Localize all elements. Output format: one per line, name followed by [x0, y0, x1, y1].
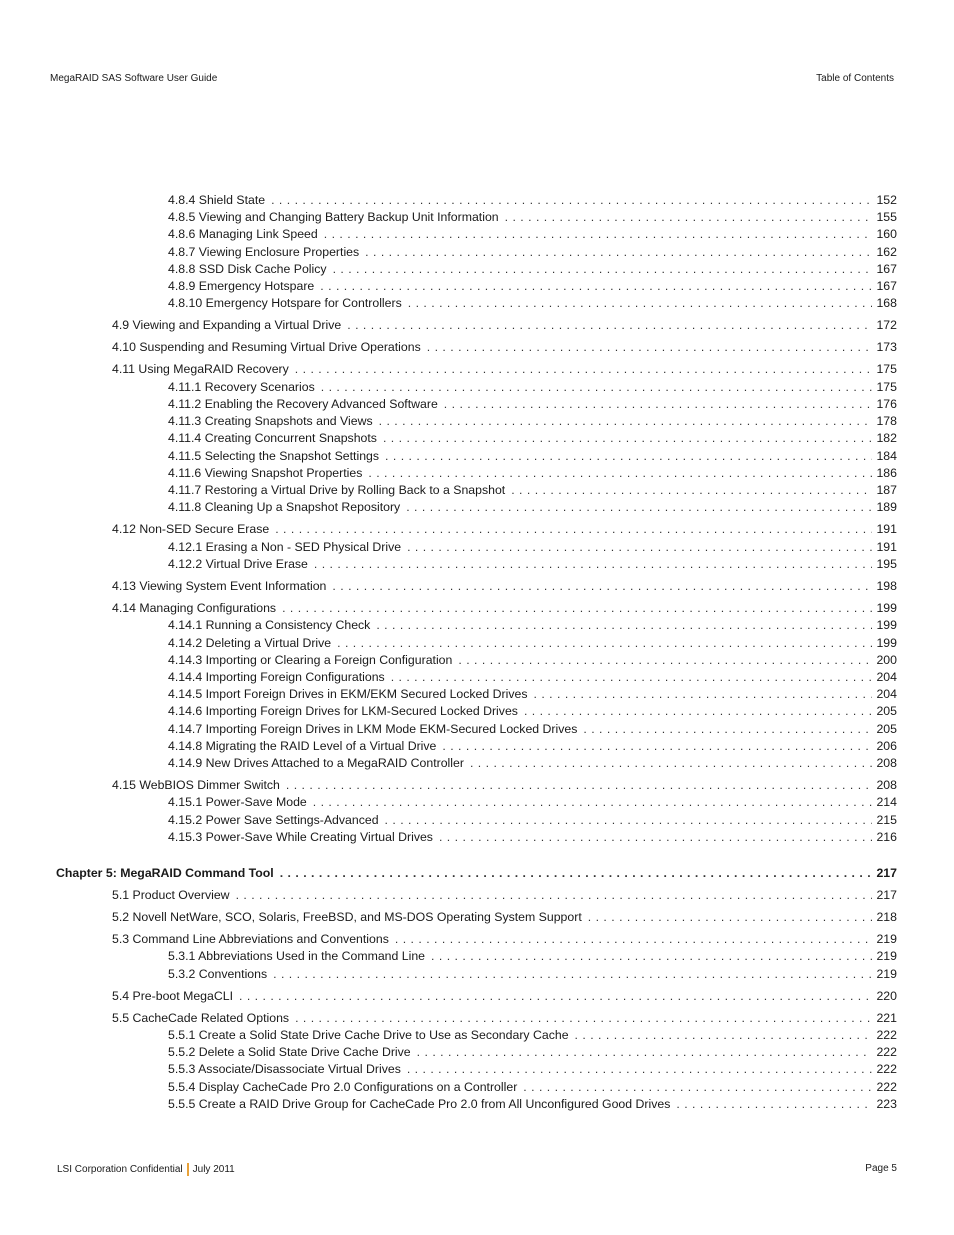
toc-entry-page: 220	[876, 988, 897, 1003]
toc-entry[interactable]	[168, 949, 897, 964]
toc-entry[interactable]	[112, 910, 897, 925]
toc-entry[interactable]	[112, 932, 897, 947]
toc-leader-dots	[458, 653, 872, 668]
page-header-left: MegaRAID SAS Software User Guide	[50, 73, 218, 84]
toc-entry-page: 217	[876, 865, 897, 880]
toc-leader-dots	[383, 431, 873, 446]
toc-entry-title: Chapter 5: MegaRAID Command Tool	[56, 865, 274, 880]
toc-leader-dots	[379, 414, 873, 429]
toc-entry-page: 219	[876, 966, 897, 981]
toc-entry-title: 4.14.3 Importing or Clearing a Foreign Configuration	[168, 652, 453, 667]
toc-leader-dots	[417, 1045, 873, 1060]
toc-leader-dots	[391, 670, 873, 685]
toc-entry-title: 4.8.10 Emergency Hotspare for Controllers	[168, 296, 402, 311]
toc-entry-title: 4.8.7 Viewing Enclosure Properties	[168, 244, 360, 259]
toc-entry-page: 155	[876, 210, 897, 225]
toc-leader-dots	[588, 910, 873, 925]
toc-entry-title: 4.14.4 Importing Foreign Configurations	[168, 669, 385, 684]
toc-leader-dots	[407, 540, 872, 555]
toc-entry-page: 200	[876, 652, 897, 667]
toc-leader-dots	[395, 932, 873, 947]
toc-leader-dots	[376, 618, 872, 633]
toc-entry-page: 173	[876, 340, 897, 355]
toc-entry-page: 204	[876, 669, 897, 684]
footer-company: LSI Corporation Confidential	[57, 1164, 183, 1175]
toc-leader-dots	[271, 193, 872, 208]
toc-entry[interactable]	[168, 1062, 897, 1077]
toc-entry-title: 4.14.2 Deleting a Virtual Drive	[168, 635, 332, 650]
toc-entry-page: 162	[876, 244, 897, 259]
toc-entry-page: 219	[876, 931, 897, 946]
toc-entry-title: 5.5.1 Create a Solid State Drive Cache Drive to Use as Secondary Cache	[168, 1028, 569, 1042]
toc-entry[interactable]	[168, 245, 897, 260]
toc-leader-dots	[534, 687, 873, 702]
toc-leader-dots	[321, 380, 873, 395]
toc-entry-page: 204	[876, 687, 897, 702]
toc-entry[interactable]	[168, 279, 897, 294]
toc-leader-dots	[511, 483, 872, 498]
toc-entry-title: 5.3.2 Conventions	[168, 966, 268, 981]
toc-entry-page: 176	[876, 396, 897, 411]
toc-entry-page: 222	[876, 1062, 897, 1077]
toc-entry[interactable]	[168, 756, 897, 771]
toc-leader-dots	[442, 739, 872, 754]
toc-entry-title: 4.14.1 Running a Consistency Check	[168, 618, 371, 633]
toc-entry-title: 5.2 Novell NetWare, SCO, Solaris, FreeBSD, and MS-DOS Operating System Support	[112, 909, 582, 924]
toc-entry-page: 222	[876, 1079, 897, 1094]
toc-entry-title: 4.11.4 Creating Concurrent Snapshots	[168, 431, 377, 446]
toc-entry-page: 186	[876, 465, 897, 480]
toc-entry[interactable]	[168, 193, 897, 208]
toc-entry-title: 5.3 Command Line Abbreviations and Conventions	[112, 931, 389, 946]
toc-entry-page: 187	[876, 482, 897, 497]
toc-leader-dots	[385, 449, 872, 464]
toc-entry-page: 215	[876, 812, 897, 827]
toc-entry-title: 4.12.2 Virtual Drive Erase	[168, 556, 308, 571]
toc-entry-title: 4.11.8 Cleaning Up a Snapshot Repository	[168, 500, 401, 515]
toc-leader-dots	[320, 279, 872, 294]
toc-entry-title: 4.8.4 Shield State	[168, 193, 266, 207]
toc-entry-page: 208	[876, 755, 897, 770]
toc-entry-title: 4.14 Managing Configurations	[112, 600, 277, 615]
toc-entry-page: 205	[876, 721, 897, 736]
toc-entry-page: 205	[876, 704, 897, 719]
toc-entry-page: 222	[876, 1028, 897, 1042]
toc-entry-title: 4.14.9 New Drives Attached to a MegaRAID Controller	[168, 755, 464, 770]
toc-entry-title: 5.5.5 Create a RAID Drive Group for CacheCade Pro 2.0 from All Unconfigured Good Drives	[168, 1096, 671, 1111]
toc-entry[interactable]	[168, 1028, 897, 1043]
toc-entry[interactable]	[168, 618, 897, 633]
toc-entry[interactable]	[168, 449, 897, 464]
toc-leader-dots	[439, 830, 873, 845]
toc-entry-title: 4.13 Viewing System Event Information	[112, 578, 327, 593]
toc-entry[interactable]	[168, 227, 897, 242]
toc-entry-title: 4.10 Suspending and Resuming Virtual Drive Operations	[112, 340, 421, 355]
toc-entry-title: 4.11 Using MegaRAID Recovery	[112, 362, 289, 377]
toc-entry-title: 4.14.6 Importing Foreign Drives for LKM-Secured Locked Drives	[168, 704, 518, 719]
toc-leader-dots	[333, 262, 873, 277]
toc-entry[interactable]	[168, 1045, 897, 1060]
toc-entry[interactable]	[168, 296, 897, 311]
toc-entry-title: 5.3.1 Abbreviations Used in the Command Line	[168, 949, 426, 964]
toc-entry-title: 4.12 Non-SED Secure Erase	[112, 522, 270, 537]
toc-entry-page: 218	[876, 909, 897, 924]
toc-entry[interactable]	[112, 989, 897, 1004]
toc-entry[interactable]	[168, 1097, 897, 1112]
toc-entry[interactable]	[168, 722, 897, 737]
toc-entry-page: 172	[876, 318, 897, 333]
toc-entry-page: 191	[876, 539, 897, 554]
toc-entry[interactable]	[112, 778, 897, 793]
toc-entry-title: 5.1 Product Overview	[112, 887, 230, 902]
toc-entry-page: 199	[876, 618, 897, 633]
toc-entry[interactable]	[112, 318, 897, 333]
toc-entry[interactable]	[112, 579, 897, 594]
toc-entry[interactable]	[112, 601, 897, 616]
toc-leader-dots	[239, 989, 872, 1004]
toc-entry[interactable]	[168, 813, 897, 828]
toc-entry-title: 4.11.2 Enabling the Recovery Advanced Software	[168, 396, 438, 411]
toc-entry[interactable]	[168, 540, 897, 555]
toc-entry-title: 5.5.2 Delete a Solid State Drive Cache Drive	[168, 1045, 411, 1060]
toc-entry-page: 178	[876, 414, 897, 429]
toc-entry-page: 198	[876, 578, 897, 593]
toc-leader-dots	[324, 227, 873, 242]
toc-entry-page: 184	[876, 448, 897, 463]
toc-entry[interactable]	[168, 739, 897, 754]
toc-leader-dots	[406, 500, 872, 515]
toc-entry[interactable]	[168, 210, 897, 225]
toc-entry-page: 221	[876, 1010, 897, 1025]
toc-leader-dots	[275, 522, 872, 537]
toc-leader-dots	[347, 318, 872, 333]
toc-entry-page: 199	[876, 600, 897, 615]
toc-entry-page: 222	[876, 1045, 897, 1060]
toc-entry-title: 4.8.9 Emergency Hotspare	[168, 279, 315, 293]
toc-leader-dots	[444, 397, 873, 412]
toc-leader-dots	[332, 579, 872, 594]
toc-entry[interactable]	[168, 687, 897, 702]
toc-entry-title: 4.11.5 Selecting the Snapshot Settings	[168, 448, 380, 463]
toc-entry[interactable]	[168, 262, 897, 277]
toc-entry-title: 5.5 CacheCade Related Options	[112, 1010, 290, 1025]
toc-entry[interactable]	[168, 431, 897, 446]
toc-leader-dots	[295, 362, 873, 377]
toc-entry-page: 206	[876, 738, 897, 753]
toc-entry-page: 216	[876, 829, 897, 844]
toc-entry-page: 167	[876, 261, 897, 276]
toc-leader-dots	[286, 778, 873, 793]
toc-entry[interactable]	[168, 636, 897, 651]
toc-entry-page: 217	[876, 887, 897, 902]
toc-leader-dots	[470, 756, 873, 771]
toc-leader-dots	[575, 1028, 873, 1043]
toc-entry-page: 208	[876, 777, 897, 792]
toc-leader-dots	[368, 466, 872, 481]
toc-entry-title: 4.11.1 Recovery Scenarios	[168, 379, 315, 394]
toc-leader-dots	[273, 967, 872, 982]
toc-leader-dots	[408, 296, 873, 311]
toc-entry[interactable]	[168, 653, 897, 668]
toc-entry-page: 214	[876, 795, 897, 810]
toc-entry[interactable]	[168, 397, 897, 412]
toc-entry-title: 4.15 WebBIOS Dimmer Switch	[112, 777, 280, 792]
page-footer-left	[57, 1163, 235, 1176]
toc-entry[interactable]	[168, 380, 897, 395]
toc-entry-page: 195	[876, 556, 897, 571]
toc-entry-title: 5.5.3 Associate/Disassociate Virtual Drives	[168, 1062, 401, 1077]
toc-entry-title: 4.15.2 Power Save Settings-Advanced	[168, 812, 379, 827]
toc-entry-title: 4.9 Viewing and Expanding a Virtual Drive	[112, 318, 342, 333]
toc-entry[interactable]	[112, 340, 897, 355]
toc-entry-title: 4.14.7 Importing Foreign Drives in LKM Mode EKM-Secured Locked Drives	[168, 721, 578, 736]
toc-entry-title: 4.14.8 Migrating the RAID Level of a Virtual Drive	[168, 738, 437, 753]
toc-leader-dots	[282, 601, 872, 616]
toc-entry[interactable]	[168, 670, 897, 685]
footer-divider	[187, 1163, 189, 1176]
toc-entry-page: 175	[876, 362, 897, 377]
toc-leader-dots	[385, 813, 873, 828]
toc-entry-title: 4.11.7 Restoring a Virtual Drive by Rolling Back to a Snapshot	[168, 482, 506, 497]
toc-entry-page: 191	[876, 522, 897, 537]
toc-entry-page: 152	[876, 193, 897, 207]
page-header-right: Table of Contents	[816, 73, 894, 84]
toc-entry-page: 199	[876, 635, 897, 650]
toc-entry-title: 5.5.4 Display CacheCade Pro 2.0 Configurations on a Controller	[168, 1079, 518, 1094]
toc-leader-dots	[583, 722, 872, 737]
toc-leader-dots	[431, 949, 872, 964]
toc-leader-dots	[295, 1011, 872, 1026]
toc-leader-dots	[280, 866, 873, 881]
toc-entry[interactable]	[168, 830, 897, 845]
toc-entry[interactable]	[112, 888, 897, 903]
toc-leader-dots	[337, 636, 872, 651]
toc-entry-page: 182	[876, 431, 897, 446]
toc-entry[interactable]	[168, 704, 897, 719]
toc-leader-dots	[505, 210, 873, 225]
toc-entry-title: 4.15.1 Power-Save Mode	[168, 795, 307, 810]
toc-entry-title: 4.15.3 Power-Save While Creating Virtual Drives	[168, 829, 433, 844]
toc-leader-dots	[313, 795, 873, 810]
toc-entry[interactable]	[168, 795, 897, 810]
toc-entry-title: 4.14.5 Import Foreign Drives in EKM/EKM Secured Locked Drives	[168, 687, 528, 702]
toc-leader-dots	[427, 340, 873, 355]
footer-date: July 2011	[192, 1164, 235, 1175]
toc-entry-page: 219	[876, 949, 897, 964]
toc-leader-dots	[407, 1062, 873, 1077]
toc-leader-dots	[524, 704, 873, 719]
toc-leader-dots	[236, 888, 873, 903]
toc-entry[interactable]	[168, 483, 897, 498]
toc-entry[interactable]	[168, 1080, 897, 1095]
toc-leader-dots	[523, 1080, 872, 1095]
toc-entry[interactable]	[112, 1011, 897, 1026]
toc-entry-title: 4.8.6 Managing Link Speed	[168, 227, 318, 242]
toc-entry[interactable]	[112, 362, 897, 377]
toc-entry-page: 167	[876, 279, 897, 293]
toc-entry-title: 5.4 Pre-boot MegaCLI	[112, 988, 233, 1003]
toc-entry-page: 168	[876, 296, 897, 311]
toc-entry[interactable]	[112, 522, 897, 537]
toc-leader-dots	[365, 245, 872, 260]
toc-entry-title: 4.11.3 Creating Snapshots and Views	[168, 414, 373, 429]
toc-entry-page: 160	[876, 227, 897, 242]
toc-entry[interactable]	[168, 466, 897, 481]
toc-entry[interactable]	[168, 500, 897, 515]
toc-entry-title: 4.8.8 SSD Disk Cache Policy	[168, 261, 327, 276]
toc-entry-title: 4.8.5 Viewing and Changing Battery Backup Unit Information	[168, 210, 499, 225]
toc-entry-page: 175	[876, 379, 897, 394]
toc-entry-page: 189	[876, 500, 897, 515]
toc-leader-dots	[314, 557, 873, 572]
toc-leader-dots	[676, 1097, 872, 1112]
toc-entry-title: 4.11.6 Viewing Snapshot Properties	[168, 465, 363, 480]
toc-entry-page: 223	[876, 1096, 897, 1111]
toc-entry-title: 4.12.1 Erasing a Non - SED Physical Drive	[168, 539, 402, 554]
toc-entry[interactable]	[56, 866, 897, 881]
toc-entry[interactable]	[168, 557, 897, 572]
toc-entry[interactable]	[168, 967, 897, 982]
page-number: Page 5	[865, 1163, 897, 1174]
toc-entry[interactable]	[168, 414, 897, 429]
